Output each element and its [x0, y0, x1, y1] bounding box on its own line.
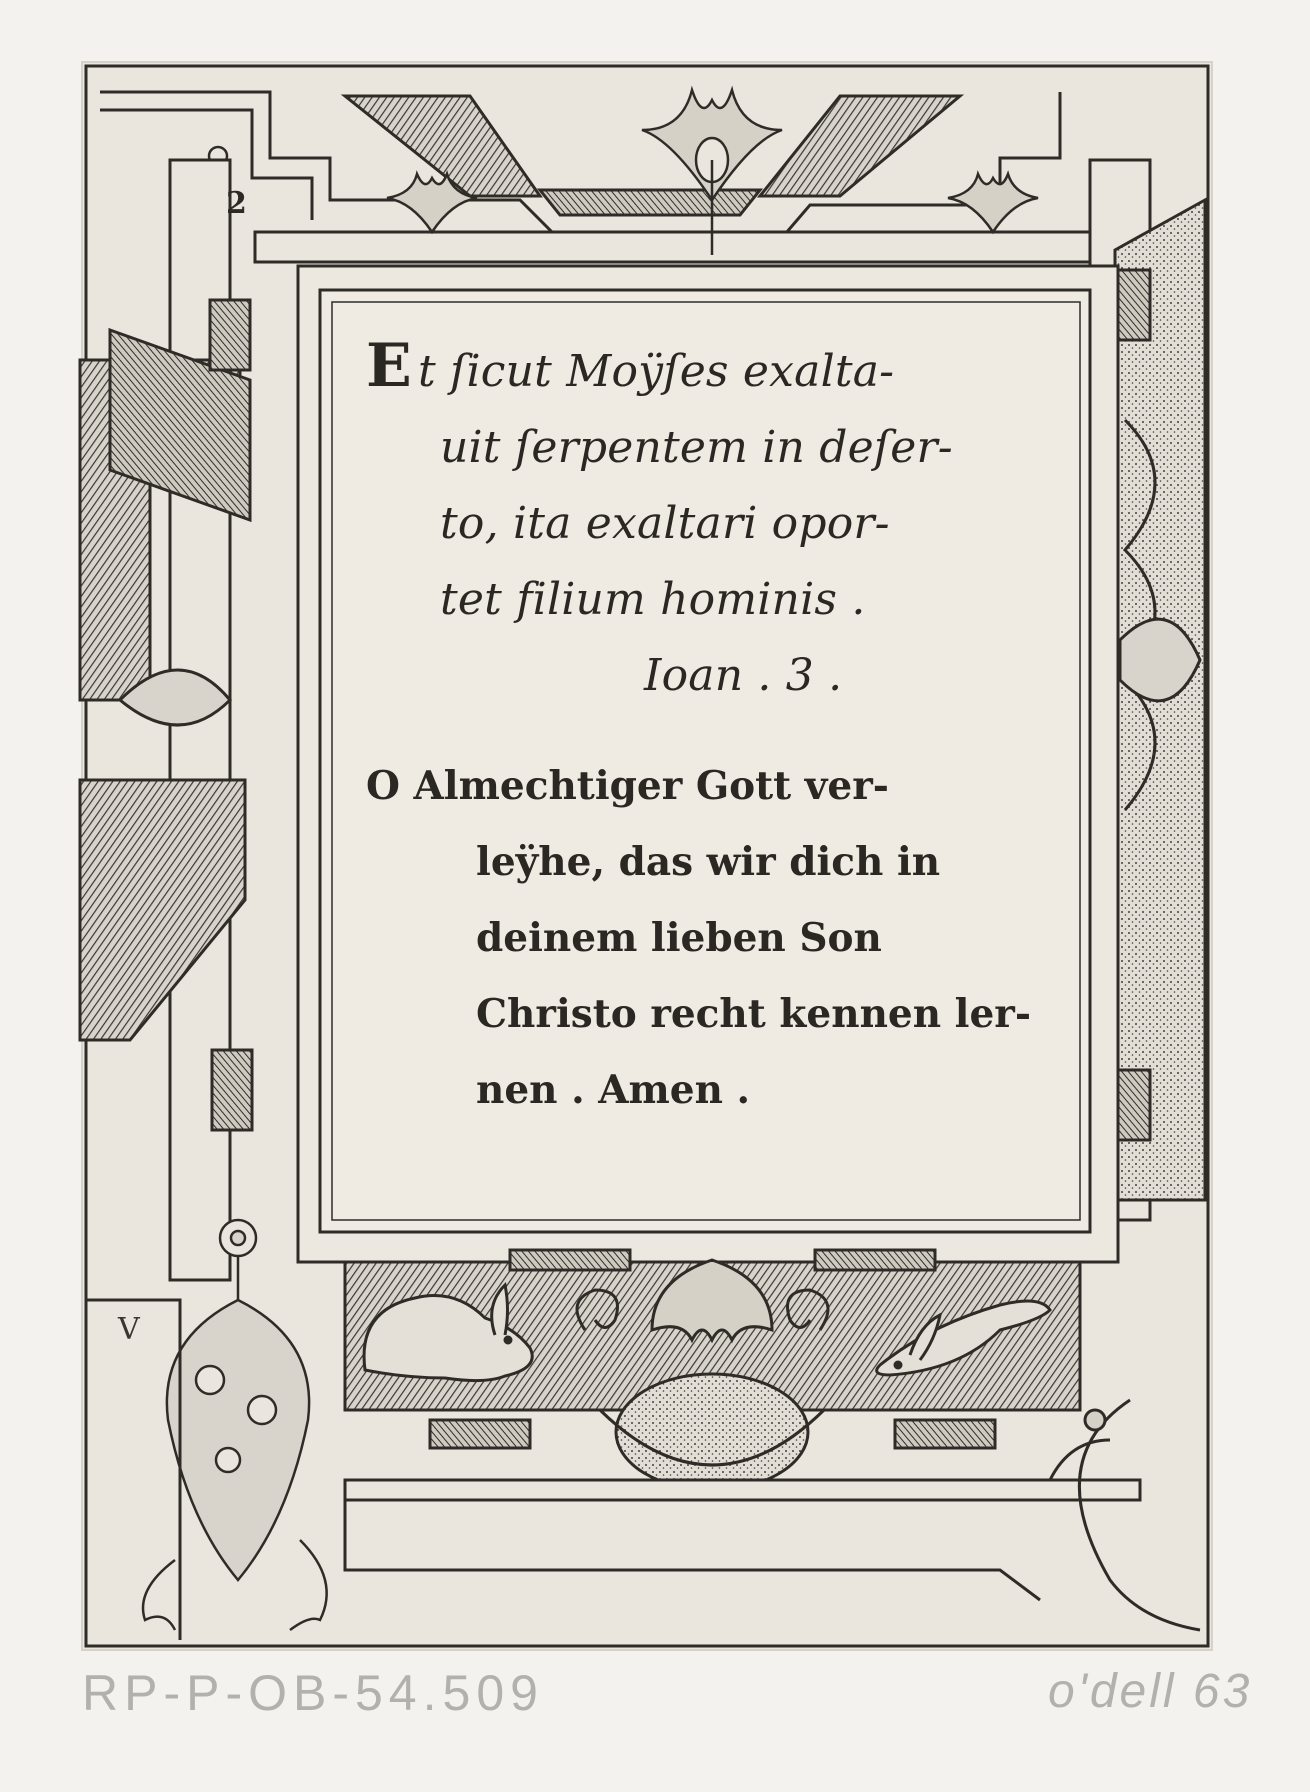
- german-line: nen . Amen .: [476, 1067, 751, 1113]
- german-line: deinem lieben Son: [476, 915, 882, 961]
- latin-line: tet filium hominis .: [440, 574, 866, 625]
- latin-line: [366, 328, 1044, 410]
- german-prayer: [366, 748, 1044, 1128]
- scripture-citation: Ioan . 3 .: [644, 650, 843, 701]
- inventory-number: RP-P-OB-54.509: [82, 1665, 544, 1721]
- latin-verse: [366, 328, 1044, 714]
- latin-line: to, ita exaltari opor-: [440, 498, 890, 549]
- latin-line-1-text: t ſicut Moÿſes exalta-: [417, 346, 895, 397]
- german-line: leÿhe, das wir dich in: [476, 839, 941, 885]
- page-number: 2: [226, 186, 247, 221]
- german-line: Christo recht kennen ler-: [476, 991, 1032, 1037]
- odell-reference: o'dell 63: [1048, 1665, 1253, 1718]
- latin-line: uit ſerpentem in deſer-: [440, 422, 953, 473]
- plate-letter: V: [118, 1312, 140, 1347]
- german-line: O Almechtiger Gott ver-: [366, 763, 889, 809]
- drop-cap: E: [366, 331, 412, 401]
- text-panel: [338, 306, 1072, 1202]
